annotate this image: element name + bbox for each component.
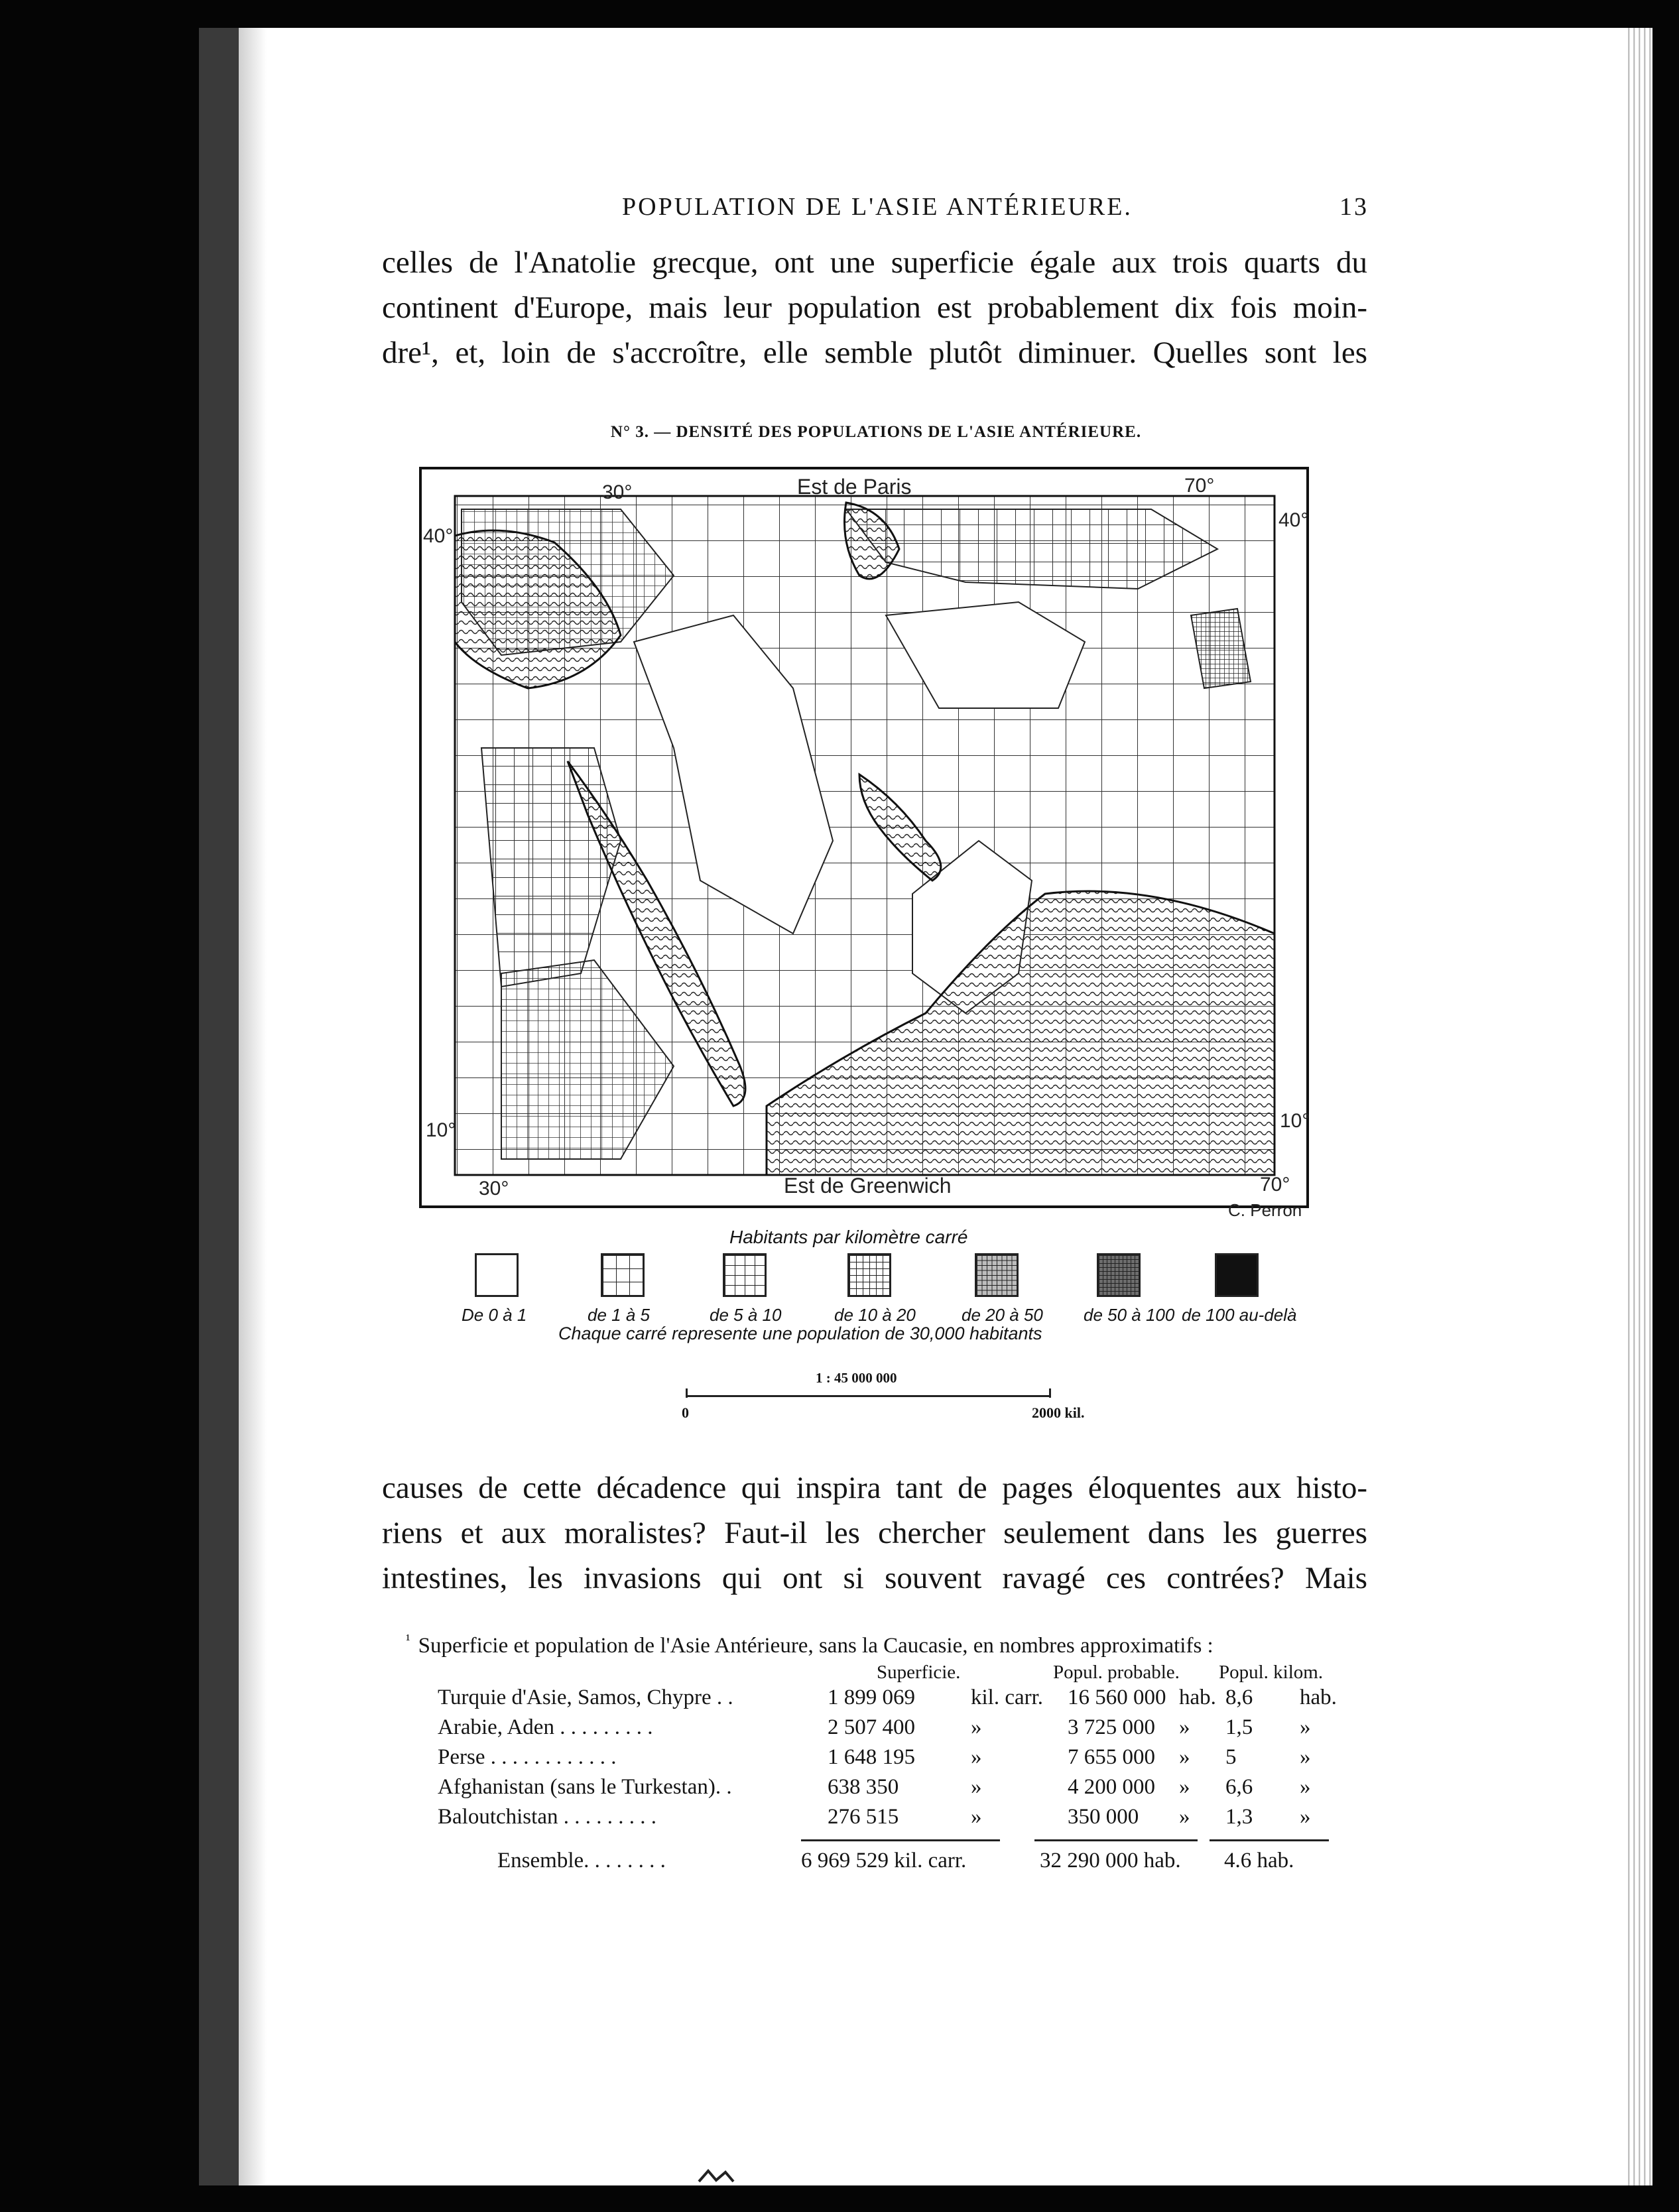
column-header: Superficie. [877, 1662, 961, 1683]
legend-label: de 100 au-delà [1182, 1305, 1297, 1325]
table-row [438, 1715, 1349, 1746]
row-density: 5 [1225, 1745, 1237, 1769]
scale-tick [1049, 1388, 1051, 1398]
legend-swatch [1215, 1253, 1259, 1297]
scan-border-bottom [0, 2185, 1679, 2212]
sum-rule [801, 1839, 1000, 1841]
paragraph-bottom [382, 1465, 1367, 1601]
row-density-unit: hab. [1300, 1686, 1337, 1709]
sum-rule [1210, 1839, 1329, 1841]
map-frame [419, 467, 1309, 1208]
row-pop-unit: » [1179, 1805, 1190, 1829]
lon-label: 30° [479, 1178, 509, 1199]
book-spine [199, 28, 239, 2185]
figure-caption: N° 3. — DENSITÉ DES POPULATIONS DE L'ASIE ANTÉRIEURE. [610, 423, 1142, 441]
scan-artifact [696, 2168, 736, 2183]
row-density: 1,3 [1225, 1805, 1253, 1829]
paragraph-top [382, 240, 1367, 375]
row-area-unit: kil. carr. [971, 1686, 1044, 1709]
legend-swatch [475, 1253, 519, 1297]
density-map [422, 469, 1309, 1205]
column-header: Popul. kilom. [1219, 1662, 1324, 1683]
table-row [438, 1745, 1349, 1776]
legend-note: Chaque carré represente une population de 30,000 habitants [558, 1323, 1042, 1343]
legend-label: De 0 à 1 [462, 1305, 527, 1325]
lat-label: 40° [1278, 509, 1309, 531]
table-row [438, 1805, 1349, 1835]
paris-meridian-label: Est de Paris [797, 475, 912, 499]
text-line: causes de cette décadence qui inspira tant de pages éloquentes aux histo- [382, 1471, 1367, 1505]
running-title: POPULATION DE L'ASIE ANTÉRIEURE. [622, 193, 1133, 221]
row-density-unit: » [1300, 1775, 1311, 1799]
row-name: Perse . . . . . . . . . . . . [438, 1745, 617, 1769]
table-row [438, 1775, 1349, 1806]
legend-swatch [601, 1253, 645, 1297]
page-edges [1625, 28, 1652, 2185]
footnote-marker: ¹ [406, 1631, 410, 1648]
legend-label: de 10 à 20 [834, 1305, 916, 1325]
row-population: 7 655 000 [1068, 1745, 1155, 1769]
scale-start-label: 0 [682, 1404, 689, 1421]
page-number: 13 [1339, 193, 1369, 221]
row-area: 276 515 [828, 1805, 899, 1829]
total-density: 4.6 hab. [1224, 1849, 1294, 1873]
text-line: intestines, les invasions qui ont si souvent ravagé ces contrées? Mais [382, 1561, 1367, 1595]
table-row [438, 1686, 1349, 1716]
scan-border-right [1652, 0, 1679, 2212]
row-area: 1 648 195 [828, 1745, 915, 1769]
greenwich-meridian-label: Est de Greenwich [784, 1174, 952, 1198]
legend-swatch [1097, 1253, 1141, 1297]
legend-label: de 1 à 5 [588, 1305, 650, 1325]
row-density: 8,6 [1225, 1686, 1253, 1709]
row-density-unit: » [1300, 1715, 1311, 1739]
legend-swatch [723, 1253, 767, 1297]
text-line: celles de l'Anatolie grecque, ont une superficie égale aux trois quarts du [382, 245, 1367, 280]
row-density: 6,6 [1225, 1775, 1253, 1799]
row-population: 16 560 000 [1068, 1686, 1166, 1709]
lon-label: 30° [602, 481, 633, 503]
row-area-unit: » [971, 1715, 982, 1739]
row-area-unit: » [971, 1745, 982, 1769]
row-population: 3 725 000 [1068, 1715, 1155, 1739]
scale-bar [687, 1395, 1050, 1397]
row-area-unit: » [971, 1805, 982, 1829]
legend-label: de 50 à 100 [1084, 1305, 1175, 1325]
legend-swatch [975, 1253, 1019, 1297]
total-label: Ensemble. . . . . . . . [497, 1849, 666, 1873]
row-density-unit: » [1300, 1745, 1311, 1769]
legend-title: Habitants par kilomètre carré [729, 1227, 968, 1247]
row-pop-unit: » [1179, 1745, 1190, 1769]
column-header: Popul. probable. [1053, 1662, 1180, 1683]
row-name: Afghanistan (sans le Turkestan). . [438, 1775, 732, 1799]
legend-label: de 20 à 50 [962, 1305, 1043, 1325]
legend-label: de 5 à 10 [710, 1305, 782, 1325]
total-pop: 32 290 000 hab. [1040, 1849, 1181, 1873]
sum-rule [1034, 1839, 1198, 1841]
lon-label: 70° [1260, 1174, 1290, 1196]
row-name: Baloutchistan . . . . . . . . . [438, 1805, 656, 1829]
scan-border-left [0, 0, 199, 2212]
table-total-row [438, 1849, 1349, 1879]
row-pop-unit: » [1179, 1775, 1190, 1799]
scale-end-label: 2000 kil. [1032, 1404, 1085, 1421]
scale-ratio: 1 : 45 000 000 [816, 1370, 897, 1386]
legend-swatch [847, 1253, 891, 1297]
row-population: 350 000 [1068, 1805, 1139, 1829]
row-name: Turquie d'Asie, Samos, Chypre . . [438, 1686, 733, 1709]
text-line: riens et aux moralistes? Faut-il les chercher seulement dans les guerres [382, 1516, 1367, 1550]
row-name: Arabie, Aden . . . . . . . . . [438, 1715, 653, 1739]
row-pop-unit: hab. [1179, 1686, 1216, 1709]
running-head [383, 192, 1369, 225]
text-line: dre¹, et, loin de s'accroître, elle semble plutôt diminuer. Quelles sont les [382, 336, 1367, 370]
map-credit: C. Perron [1228, 1200, 1302, 1220]
row-density: 1,5 [1225, 1715, 1253, 1739]
row-area: 2 507 400 [828, 1715, 915, 1739]
row-area: 638 350 [828, 1775, 899, 1799]
lat-label: 40° [423, 525, 454, 547]
row-area-unit: » [971, 1775, 982, 1799]
footnote-intro [406, 1631, 1213, 1658]
lat-label: 10° [426, 1119, 456, 1141]
total-area: 6 969 529 kil. carr. [801, 1849, 967, 1873]
row-area: 1 899 069 [828, 1686, 915, 1709]
scan-border-top [0, 0, 1679, 28]
lon-label: 70° [1184, 475, 1215, 497]
spine-shadow [239, 28, 267, 2185]
lat-label: 10° [1280, 1110, 1310, 1132]
row-density-unit: » [1300, 1805, 1311, 1829]
text-line: continent d'Europe, mais leur population est probablement dix fois moin- [382, 290, 1367, 325]
row-pop-unit: » [1179, 1715, 1190, 1739]
footnote-text: Superficie et population de l'Asie Antérieure, sans la Caucasie, en nombres approximatifs : [418, 1634, 1213, 1658]
row-population: 4 200 000 [1068, 1775, 1155, 1799]
